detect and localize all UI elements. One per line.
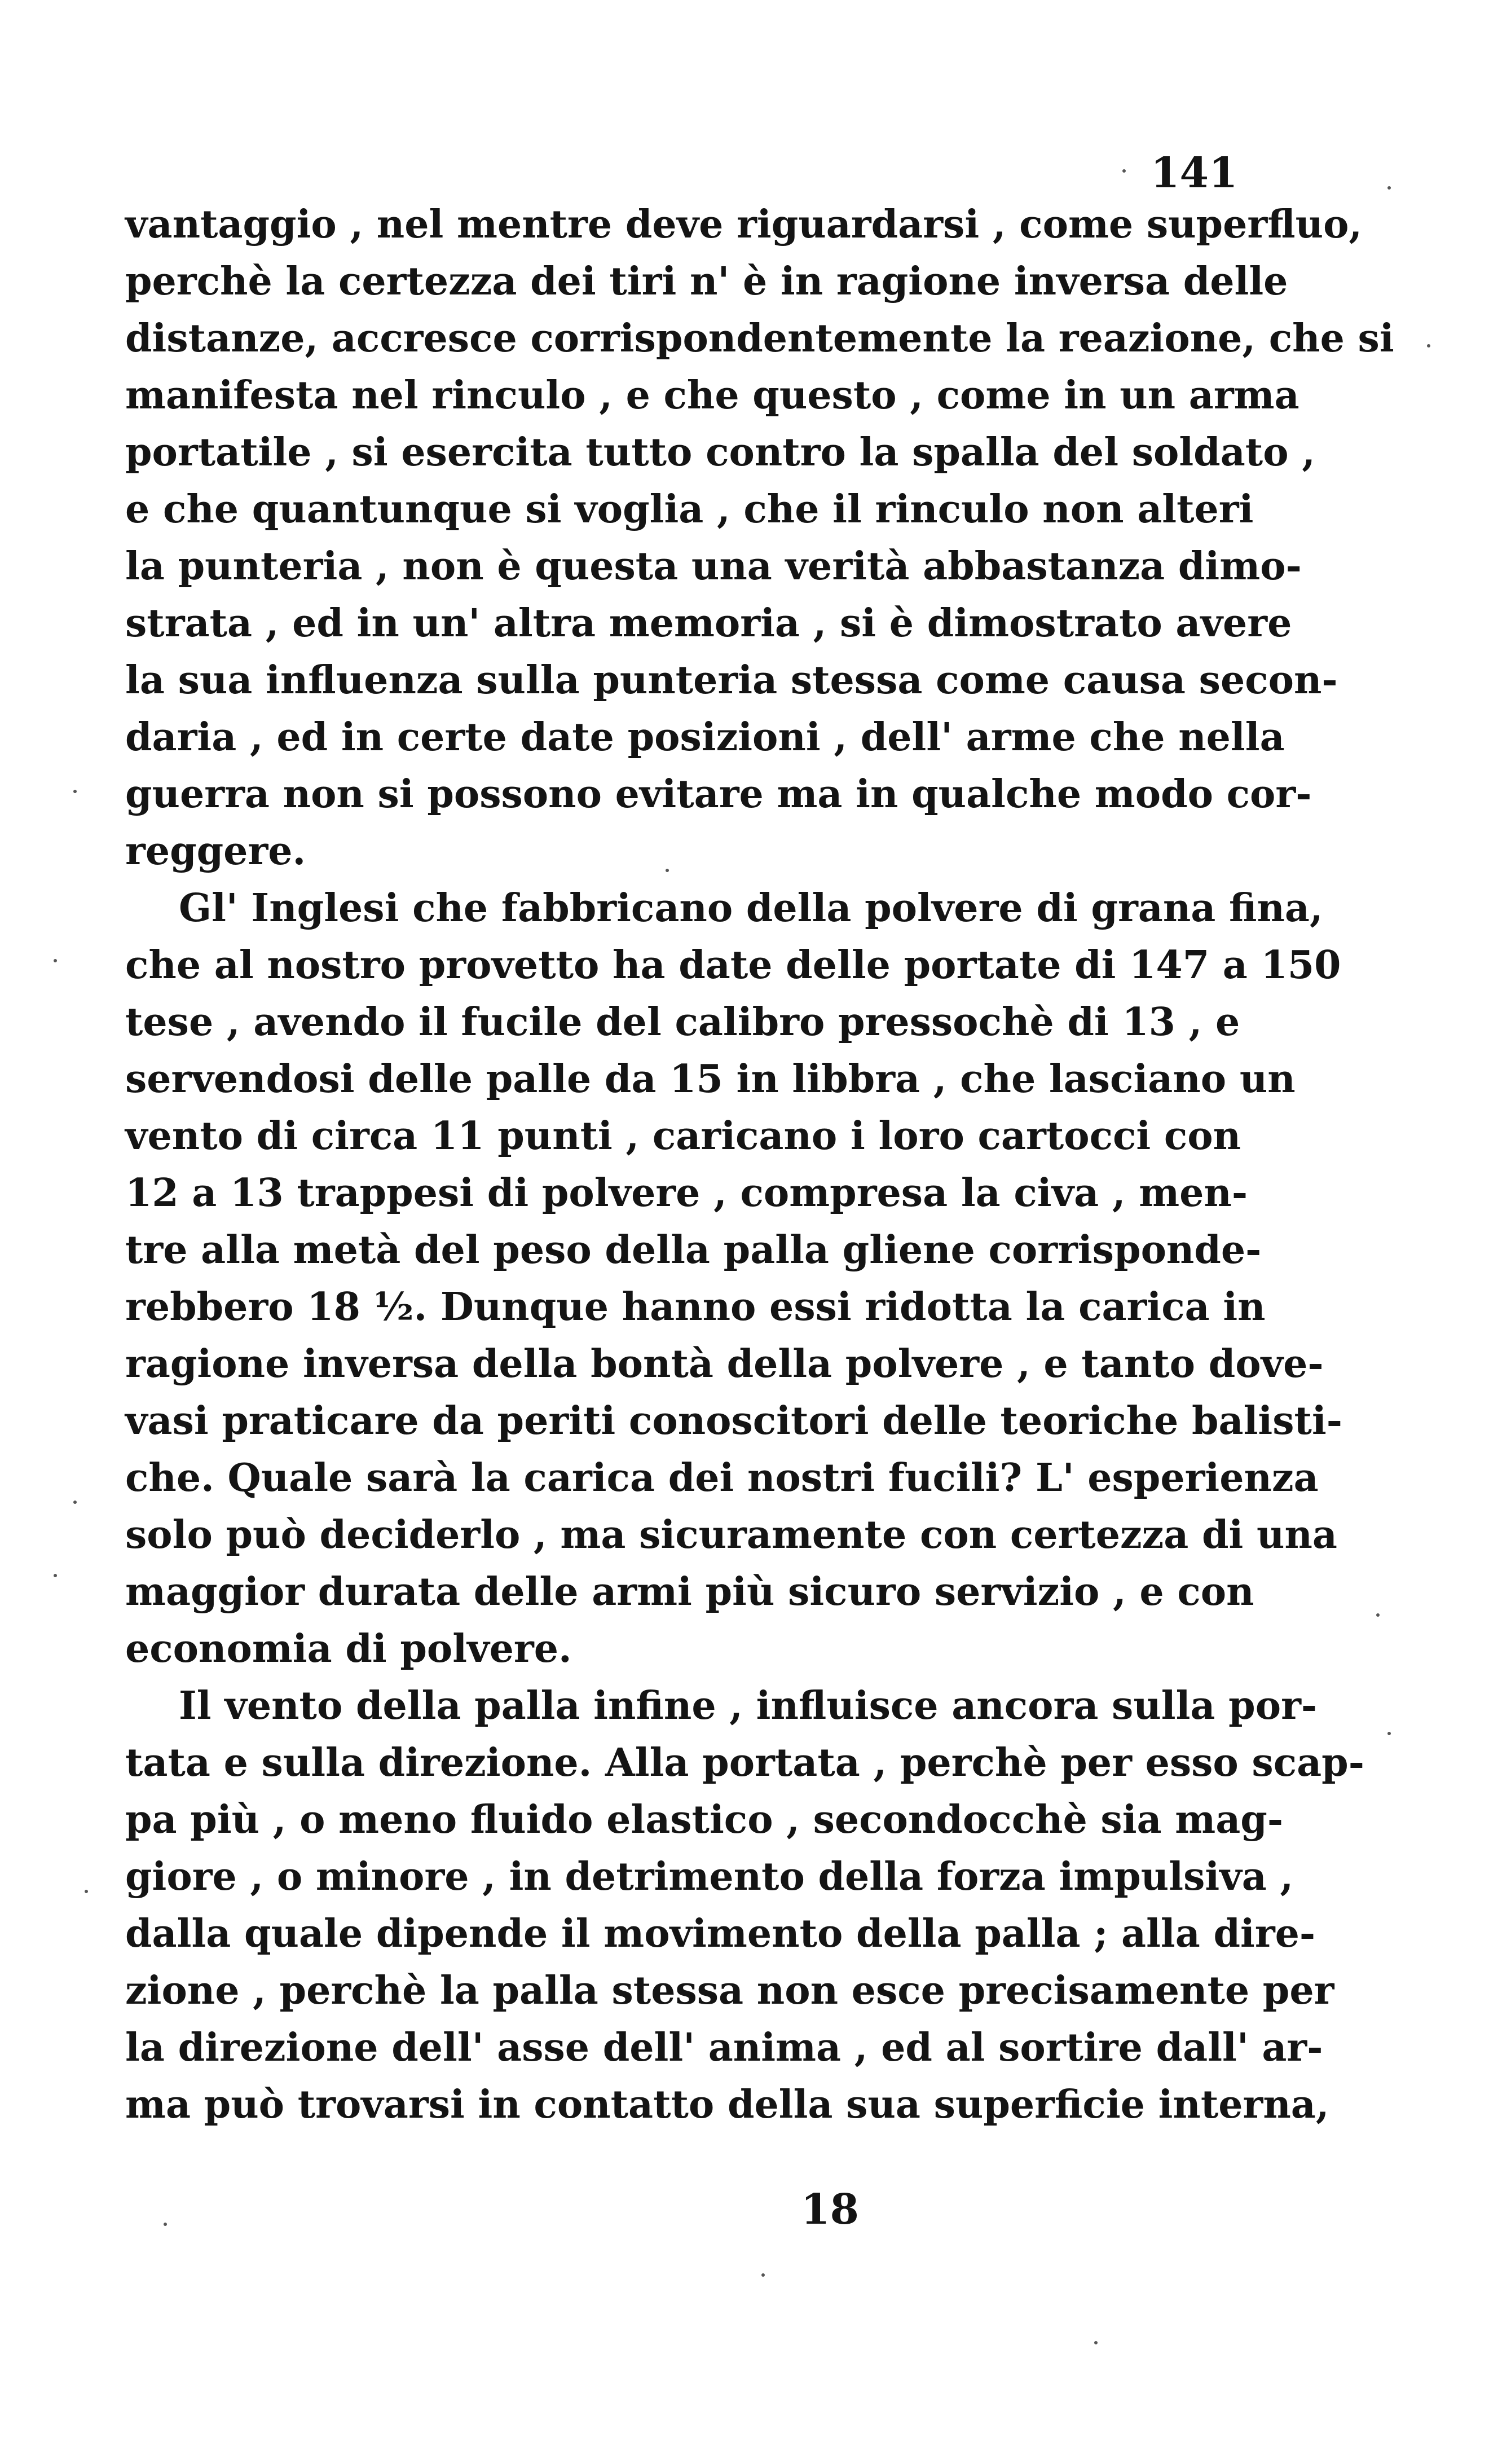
paper-speck	[85, 1890, 88, 1893]
text-line: distanze, accresce corrispondentemente la reazione, che si	[125, 316, 1394, 361]
text-line: manifesta nel rinculo , e che questo , come in un arma	[125, 373, 1299, 418]
text-line: ma può trovarsi in contatto della sua superficie interna,	[125, 2082, 1329, 2127]
paper-speck	[73, 790, 77, 793]
text-line: Gl' Inglesi che fabbricano della polvere di grana fina,	[179, 886, 1323, 931]
text-line: maggior durata delle armi più sicuro servizio , e con	[125, 1569, 1254, 1614]
paper-speck	[54, 959, 57, 962]
text-line: che al nostro provetto ha date delle portate di 147 a 150	[125, 943, 1341, 988]
paper-speck	[73, 1501, 77, 1504]
paper-speck	[1122, 169, 1126, 173]
text-line: tese , avendo il fucile del calibro pressochè di 13 , e	[125, 1000, 1240, 1045]
text-line: guerra non si possono evitare ma in qualche modo cor-	[125, 772, 1312, 817]
body-text	[125, 196, 1394, 2133]
paragraph	[125, 1678, 1364, 2133]
text-line: e che quantunque si voglia , che il rinculo non alteri	[125, 487, 1254, 532]
paper-speck	[1387, 186, 1391, 190]
text-line: dalla quale dipende il movimento della palla ; alla dire-	[125, 1911, 1316, 1956]
text-line: vento di circa 11 punti , caricano i loro cartocci con	[125, 1114, 1241, 1159]
paragraph	[125, 196, 1394, 880]
paper-speck	[1376, 1613, 1380, 1617]
paragraph	[125, 880, 1343, 1678]
text-line: ragione inversa della bontà della polvere , e tanto dove-	[125, 1341, 1324, 1387]
text-line: pa più , o meno fluido elastico , secondocchè sia mag-	[125, 1797, 1284, 1842]
text-line: zione , perchè la palla stessa non esce precisamente per	[125, 1968, 1334, 2013]
text-line: 12 a 13 trappesi di polvere , compresa la civa , men-	[125, 1171, 1248, 1216]
paper-speck	[1427, 344, 1430, 347]
text-line: portatile , si esercita tutto contro la spalla del soldato ,	[125, 430, 1315, 475]
text-line: tata e sulla direzione. Alla portata , perchè per esso scap-	[125, 1740, 1364, 1785]
paper-speck	[164, 2223, 167, 2226]
text-line: la sua influenza sulla punteria stessa come causa secon-	[125, 658, 1338, 703]
text-line: economia di polvere.	[125, 1626, 572, 1671]
text-line: la direzione dell' asse dell' anima , ed al sortire dall' ar-	[125, 2025, 1323, 2070]
page-number: 141	[1151, 149, 1238, 197]
paper-speck	[666, 869, 669, 872]
text-line: che. Quale sarà la carica dei nostri fucili? L' esperienza	[125, 1455, 1319, 1501]
text-line: rebbero 18 ½. Dunque hanno essi ridotta la carica in	[125, 1284, 1266, 1330]
text-line: vasi praticare da periti conoscitori delle teoriche balisti-	[125, 1398, 1343, 1444]
paper-speck	[54, 1574, 57, 1577]
text-line: Il vento della palla infine , influisce ancora sulla por-	[179, 1683, 1318, 1728]
text-line: strata , ed in un' altra memoria , si è dimostrato avere	[125, 601, 1292, 646]
text-line: tre alla metà del peso della palla gliene corrisponde-	[125, 1227, 1262, 1273]
signature-mark: 18	[801, 2185, 859, 2234]
text-line: la punteria , non è questa una verità abbastanza dimo-	[125, 544, 1302, 589]
text-line: vantaggio , nel mentre deve riguardarsi , come superfluo,	[125, 202, 1363, 247]
paper-speck	[1387, 1732, 1391, 1735]
paper-speck	[1094, 2341, 1098, 2344]
text-line: reggere.	[125, 829, 306, 874]
text-line: perchè la certezza dei tiri n' è in ragione inversa delle	[125, 259, 1288, 304]
text-line: giore , o minore , in detrimento della forza impulsiva ,	[125, 1854, 1294, 1899]
paper-speck	[761, 2273, 765, 2277]
text-line: solo può deciderlo , ma sicuramente con certezza di una	[125, 1512, 1337, 1557]
text-line: servendosi delle palle da 15 in libbra , che lasciano un	[125, 1057, 1296, 1102]
text-line: daria , ed in certe date posizioni , dell' arme che nella	[125, 715, 1285, 760]
